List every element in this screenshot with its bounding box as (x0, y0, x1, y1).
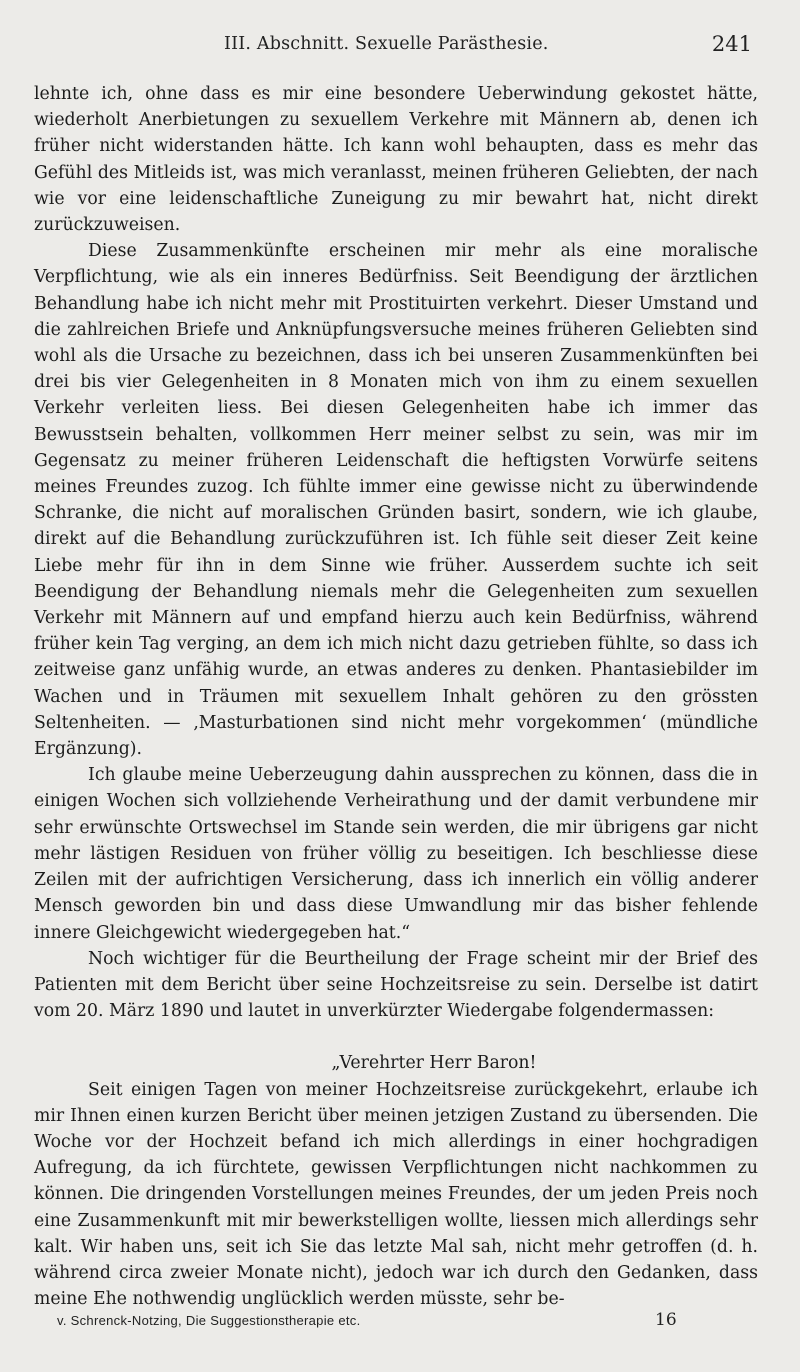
signature-number: 16 (655, 1310, 677, 1330)
page-header (0, 34, 800, 62)
footer-note: v. Schrenck-Notzing, Die Suggestionstherapie etc. (57, 1313, 361, 1328)
page-number: 241 (711, 32, 752, 56)
running-title: III. Abschnitt. Sexuelle Parästhesie. (224, 34, 549, 54)
paragraph: Noch wichtiger für die Beurtheilung der Frage scheint mir der Brief des Patienten mit dem Bericht über seine Hochzeitsreise zu sein. Derselbe ist datirt vom 20. März 1890 und lautet in unverkürzter Wiedergabe folgendermassen: (34, 948, 758, 1022)
paragraph: Diese Zusammenkünfte erscheinen mir mehr als eine moralische Verpflichtung, wie als ein inneres Bedürfniss. Seit Beendigung der ärztlichen Behandlung habe ich nicht mehr mit Prostituirten verkehrt. Dieser Umstand und die zahlreichen Briefe und Anknüpfungsversuche meines früheren Geliebten sind wohl als die Ursache zu bezeichnen, dass ich bei unseren Zusammenkünften bei drei bis vier Gelegenheiten in 8 Monaten mich von ihm zu einem sexuellen Verkehr verleiten liess. Bei diesen Gelegenheiten habe ich immer das Bewusstsein behalten, vollkommen Herr meiner selbst zu sein, was mir im Gegensatz zu meiner früheren Leidenschaft die heftigsten Vorwürfe seitens meines Freundes zuzog. Ich fühlte immer eine gewisse nicht zu überwindende Schranke, die nicht auf moralischen Gründen basirt, sondern, wie ich glaube, direkt auf die Behandlung zurückzuführen ist. Ich fühle seit dieser Zeit keine Liebe mehr für ihn in dem Sinne wie früher. Ausserdem suchte ich seit Beendigung der Behandlung niemals mehr die Gelegenheiten zum sexuellen Verkehr mit Männern auf und empfand hierzu auch kein Bedürfniss, während früher kein Tag verging, an dem ich mich nicht dazu getrieben fühlte, so dass ich zeitweise ganz unfähig wurde, an etwas anderes zu denken. Phantasiebilder im Wachen und in Träumen mit sexuellem Inhalt gehören zu den grössten Seltenheiten. — ‚Masturbationen sind nicht mehr vorgekommen‘ (mündliche Ergänzung). (34, 241, 758, 760)
paragraph: Ich glaube meine Ueberzeugung dahin aussprechen zu können, dass die in einigen Wochen sich vollziehende Verheirathung und der damit verbundene mir sehr erwünschte Ortswechsel im Stande sein werden, die mir übrigens gar nicht mehr lästigen Residuen von früher völlig zu beseitigen. Ich beschliesse diese Zeilen mit der aufrichtigen Versicherung, dass ich innerlich ein völlig anderer Mensch geworden bin und dass diese Umwandlung mir das bisher fehlende innere Gleichgewicht wiedergegeben hat.“ (34, 765, 758, 943)
paragraph-continuation: lehnte ich, ohne dass es mir eine besondere Ueberwindung gekostet hätte, wiederholt Anerbietungen zu sexuellem Verkehre mit Männern ab, denen ich früher nicht widerstanden hätte. Ich kann wohl behaupten, dass es mehr das Gefühl des Mitleids ist, was mich veranlasst, meinen früheren Geliebten, der nach wie vor eine leidenschaftliche Zuneigung zu mir bewahrt hat, nicht direkt zurückzuweisen. (34, 84, 758, 236)
paragraph: Seit einigen Tagen von meiner Hochzeitsreise zurückgekehrt, erlaube ich mir Ihnen einen kurzen Bericht über meinen jetzigen Zustand zu übersenden. Die Woche vor der Hochzeit befand ich mich allerdings in einer hochgradigen Aufregung, da ich fürchtete, gewissen Verpflichtungen nicht nachkommen zu können. Die dringenden Vorstellungen meines Freundes, der um jeden Preis noch eine Zusammenkunft mit mir bewerkstelligen wollte, liessen mich allerdings sehr kalt. Wir haben uns, seit ich Sie das letzte Mal sah, nicht mehr getroffen (d. h. während circa zweier Monate nicht), jedoch war ich durch den Gedanken, dass meine Ehe nothwendig unglücklich werden müsste, sehr be- (34, 1079, 758, 1310)
page-footer (0, 1310, 800, 1340)
letter-salutation: „Verehrter Herr Baron! (331, 1053, 537, 1074)
body-text (34, 81, 758, 1312)
